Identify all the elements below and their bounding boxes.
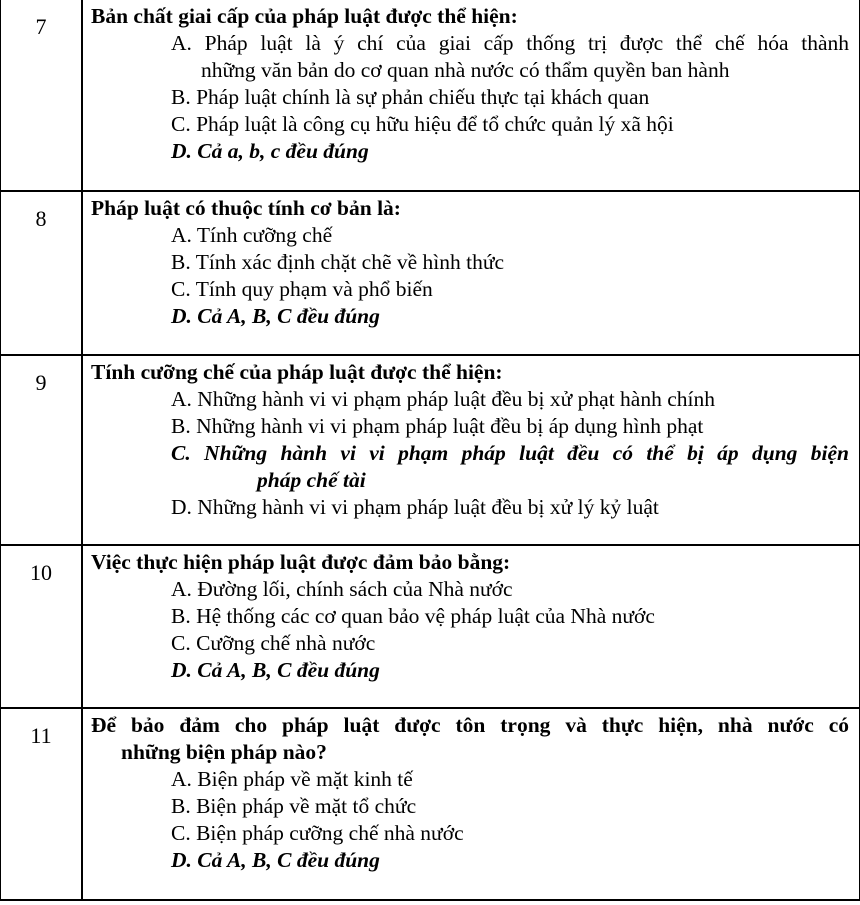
option-d: D. Những hành vi vi phạm pháp luật đều bị xử lý kỷ luật	[171, 495, 659, 519]
options-list	[91, 766, 849, 874]
option-d-correct: D. Cả a, b, c đều đúng	[171, 139, 369, 163]
options-list	[91, 386, 849, 521]
option-d-correct: D. Cả A, B, C đều đúng	[171, 304, 380, 328]
question-text-line1: Để bảo đảm cho pháp luật được tôn trọng và thực hiện, nhà nước có	[91, 713, 849, 737]
option-b: B. Tính xác định chặt chẽ về hình thức	[171, 250, 505, 274]
question-body	[82, 545, 860, 708]
question-body	[82, 355, 860, 545]
option-a: A. Tính cưỡng chế	[171, 223, 333, 247]
option-a: A. Những hành vi vi phạm pháp luật đều bị xử phạt hành chính	[171, 387, 715, 411]
question-text-line2: những biện pháp nào?	[121, 740, 327, 764]
option-b: B. Hệ thống các cơ quan bảo vệ pháp luật của Nhà nước	[171, 604, 655, 628]
question-body	[82, 0, 860, 191]
question-number: 11	[1, 708, 83, 900]
option-b: B. Biện pháp về mặt tổ chức	[171, 794, 417, 818]
option-d-correct: D. Cả A, B, C đều đúng	[171, 848, 380, 872]
question-number: 8	[1, 191, 83, 355]
option-a-line2: những văn bản do cơ quan nhà nước có thẩm quyền ban hành	[201, 58, 730, 82]
option-d-correct: D. Cả A, B, C đều đúng	[171, 658, 380, 682]
option-c: C. Biện pháp cưỡng chế nhà nước	[171, 821, 464, 845]
options-list	[91, 576, 849, 684]
question-body	[82, 191, 860, 355]
question-row-9	[1, 355, 860, 545]
option-a-line1: A. Pháp luật là ý chí của giai cấp thống trị được thể chế hóa thành	[171, 31, 849, 55]
question-text: Pháp luật có thuộc tính cơ bản là:	[91, 196, 401, 220]
question-row-8	[1, 191, 860, 355]
option-a: A. Biện pháp về mặt kinh tế	[171, 767, 413, 791]
question-text: Bản chất giai cấp của pháp luật được thể hiện:	[91, 4, 518, 28]
question-body	[82, 708, 860, 900]
option-c-correct	[171, 440, 849, 494]
option-b: B. Pháp luật chính là sự phản chiếu thực tại khách quan	[171, 85, 650, 109]
question-number: 9	[1, 355, 83, 545]
option-b: B. Những hành vi vi phạm pháp luật đều bị áp dụng hình phạt	[171, 414, 704, 438]
options-list	[91, 222, 849, 330]
question-row-11	[1, 708, 860, 900]
question-number: 7	[1, 0, 83, 191]
option-a	[171, 30, 849, 84]
question-row-7	[1, 0, 860, 191]
question-row-10	[1, 545, 860, 708]
option-c: C. Pháp luật là công cụ hữu hiệu để tổ chức quản lý xã hội	[171, 112, 674, 136]
question-text: Tính cưỡng chế của pháp luật được thể hiện:	[91, 360, 503, 384]
option-c: C. Cưỡng chế nhà nước	[171, 631, 376, 655]
option-c: C. Tính quy phạm và phổ biến	[171, 277, 433, 301]
option-c-line2: pháp chế tài	[257, 468, 366, 492]
question-text	[91, 712, 849, 766]
question-number: 10	[1, 545, 83, 708]
option-a: A. Đường lối, chính sách của Nhà nước	[171, 577, 513, 601]
options-list	[91, 30, 849, 165]
question-text: Việc thực hiện pháp luật được đảm bảo bằng:	[91, 550, 511, 574]
option-c-line1: C. Những hành vi vi phạm pháp luật đều có thể bị áp dụng biện	[171, 441, 849, 465]
